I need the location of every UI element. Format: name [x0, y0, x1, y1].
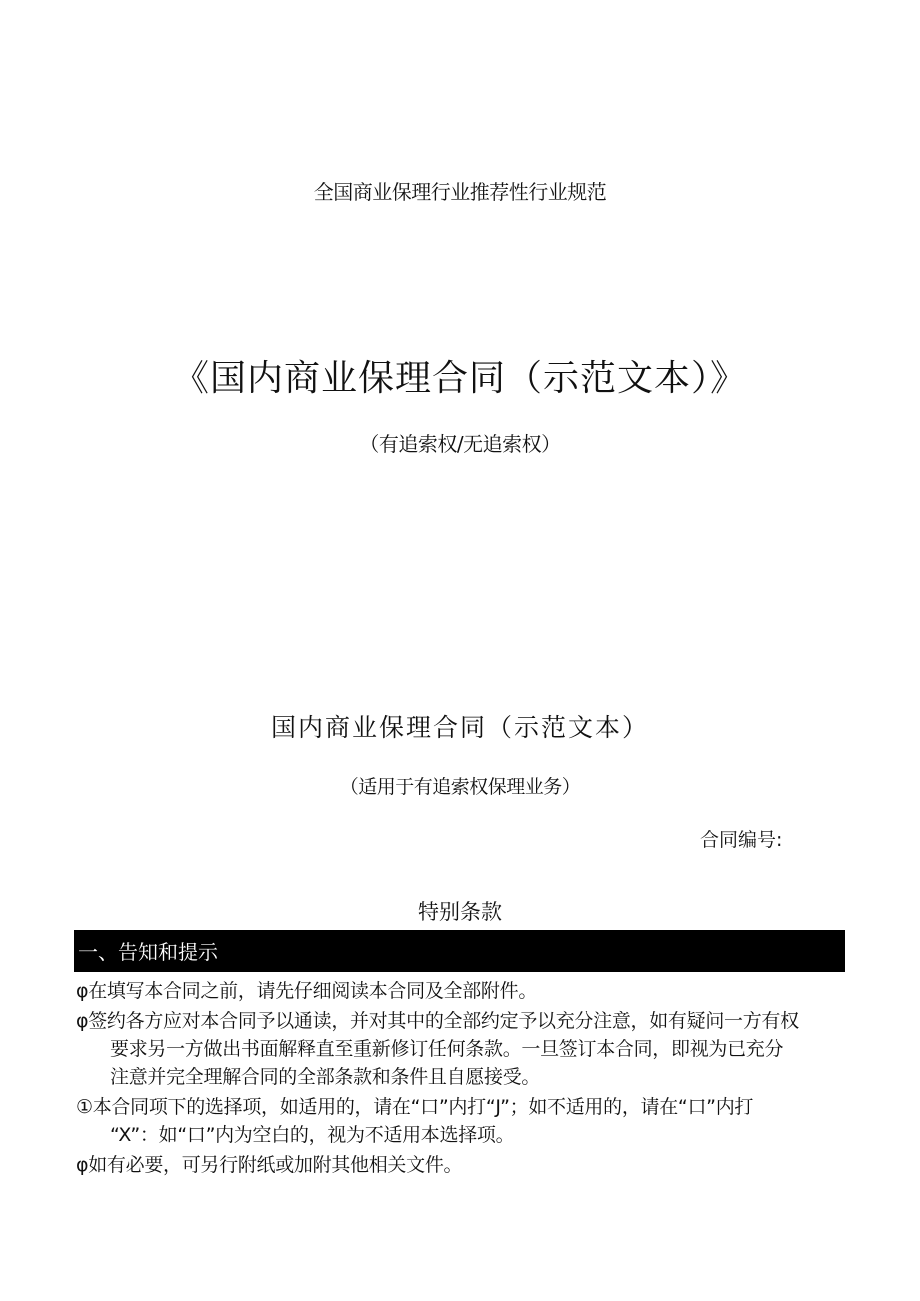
list-item-line: [76, 1151, 848, 1179]
list-item: [76, 1007, 848, 1091]
applies-to-note: （适用于有追索权保理业务）: [339, 776, 581, 798]
bullet-icon: φ: [76, 980, 89, 1002]
list-item-line: [76, 1007, 848, 1035]
list-item-text: 签约各方应对本合同予以通读，并对其中的全部约定予以充分注意，如有疑问一方有权: [88, 1010, 799, 1032]
list-item-line: “X”：如“口”内为空白的，视为不适用本选择项。: [110, 1124, 515, 1146]
list-item-text: 如有必要，可另行附纸或加附其他相关文件。: [88, 1154, 463, 1176]
recourse-type-note: （有追索权/无追索权）: [359, 432, 561, 456]
special-terms-heading: 特别条款: [418, 900, 502, 924]
list-item-text: 在填写本合同之前，请先仔细阅读本合同及全部附件。: [88, 980, 538, 1002]
contract-number-label: 合同编号:: [700, 829, 783, 851]
contract-title: 国内商业保理合同（示范文本）: [270, 713, 649, 742]
list-item: [76, 1151, 848, 1179]
industry-spec-title: 全国商业保理行业推荐性行业规范: [313, 180, 607, 204]
list-item-line: [76, 1093, 848, 1121]
list-item-line: 要求另一方做出书面解释直至重新修订任何条款。一旦签订本合同，即视为已充分: [110, 1038, 784, 1060]
bullet-icon: φ: [76, 1010, 89, 1032]
list-item-line: 注意并完全理解合同的全部条款和条件且自愿接受。: [110, 1066, 541, 1088]
list-item-line: [76, 977, 848, 1005]
list-item: [76, 977, 848, 1005]
list-item-text: 本合同项下的选择项，如适用的，请在“口”内打“J”；如不适用的，请在“口”内打: [92, 1096, 754, 1118]
notice-list: [76, 977, 848, 1181]
section-heading-notice: 一、告知和提示: [74, 930, 845, 972]
bullet-icon: ①: [76, 1096, 93, 1118]
main-title: 《国内商业保理合同（示范文本）》: [172, 358, 747, 399]
list-item: [76, 1093, 848, 1149]
bullet-icon: φ: [76, 1154, 89, 1176]
